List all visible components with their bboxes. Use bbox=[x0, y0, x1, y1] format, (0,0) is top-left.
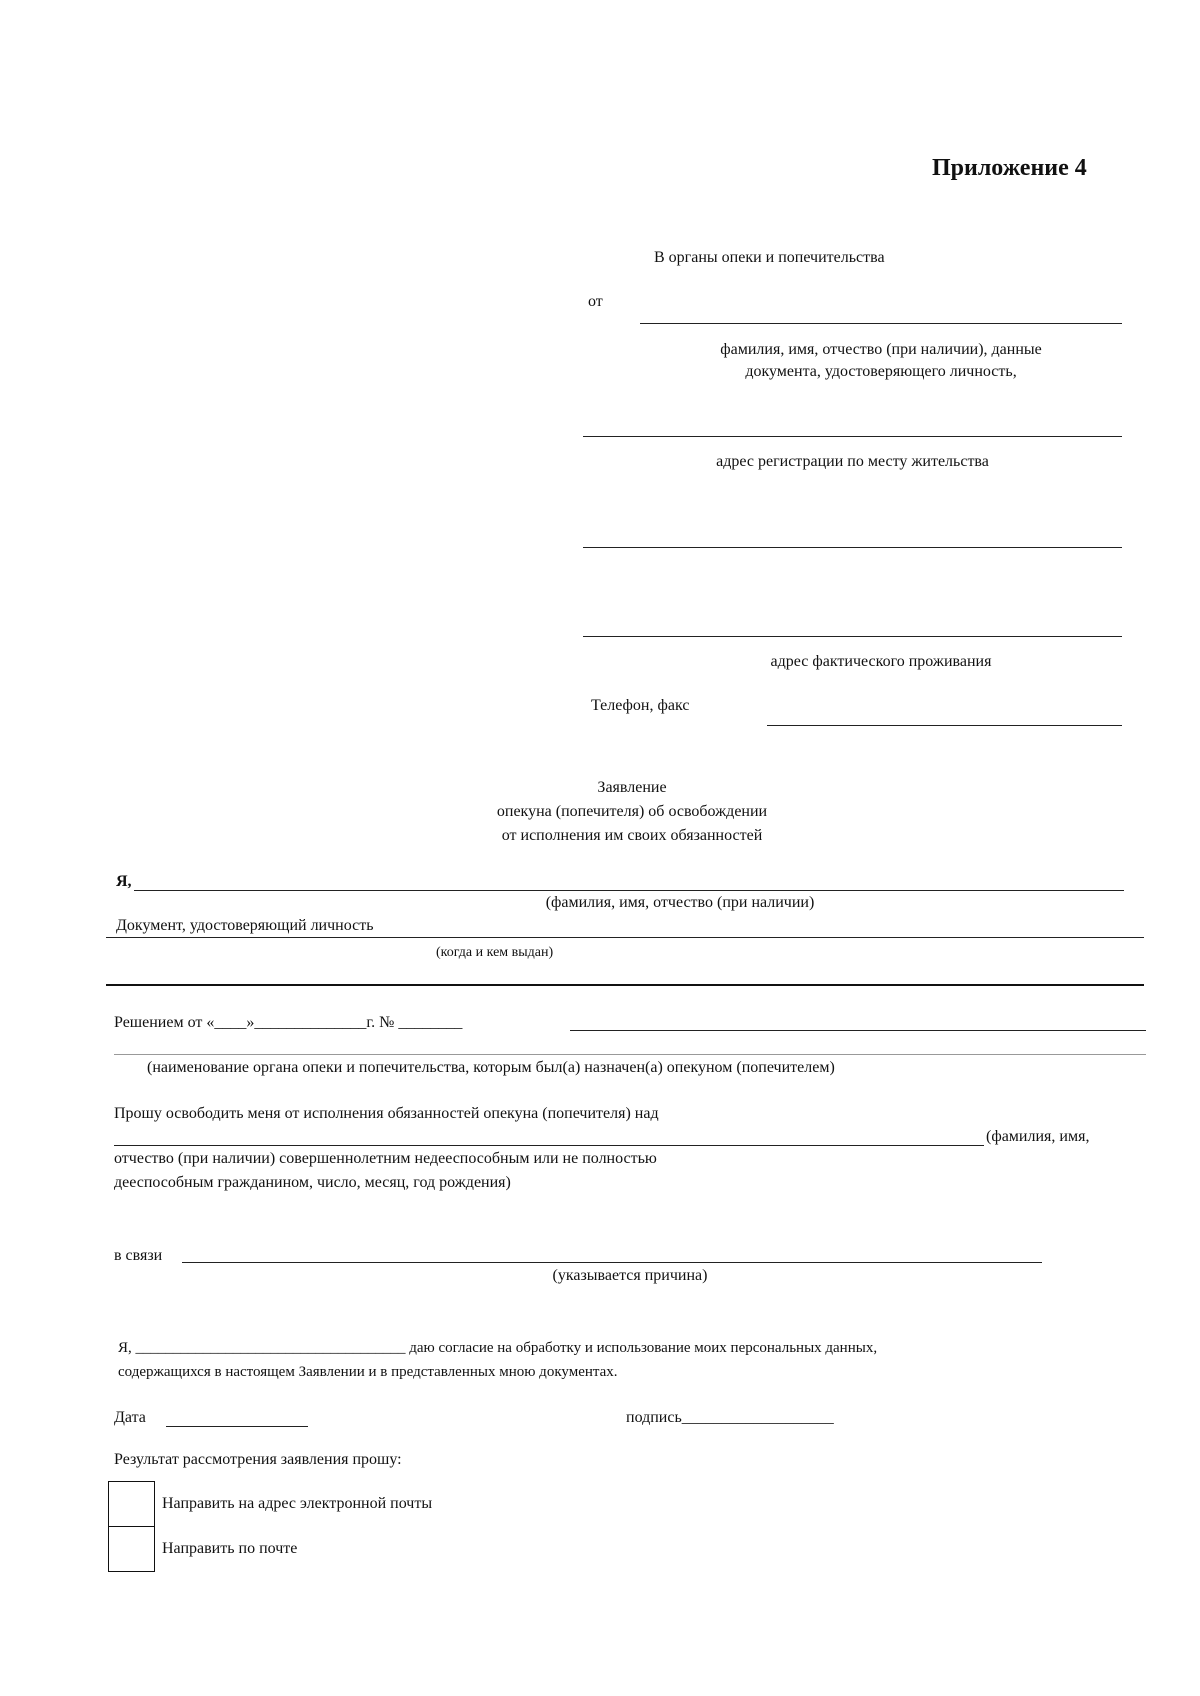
option-post-checkbox[interactable] bbox=[108, 1526, 155, 1572]
document-line[interactable] bbox=[583, 436, 1122, 437]
result-label: Результат рассмотрения заявления прошу: bbox=[114, 1451, 402, 1468]
caption-issued: (когда и кем выдан) bbox=[436, 945, 554, 960]
consent-line2: содержащихся в настоящем Заявлении и в представленных мною документах. bbox=[118, 1364, 618, 1380]
ward-line1: отчество (при наличии) совершеннолетним недееспособным или не полностью bbox=[114, 1150, 657, 1167]
caption-registration: адрес регистрации по месту жительства bbox=[716, 453, 989, 470]
statement-title-line2: опекуна (попечителя) об освобождении bbox=[496, 803, 768, 820]
caption-reason: (указывается причина) bbox=[552, 1267, 708, 1284]
decision-line[interactable] bbox=[570, 1030, 1146, 1031]
reason-line[interactable] bbox=[182, 1262, 1042, 1263]
ward-fio-line[interactable] bbox=[114, 1145, 984, 1146]
option-email-label: Направить на адрес электронной почты bbox=[162, 1495, 433, 1512]
caption-actual-address: адрес фактического проживания bbox=[770, 653, 992, 670]
caption-fio: (фамилия, имя, отчество (при наличии) bbox=[545, 894, 815, 911]
ward-line2: дееспособным гражданином, число, месяц, год рождения) bbox=[114, 1174, 511, 1191]
document-line-1[interactable] bbox=[106, 937, 1144, 938]
applicant-fio-line[interactable] bbox=[134, 890, 1124, 891]
caption-fio-line1: фамилия, имя, отчество (при наличии), данные bbox=[720, 341, 1042, 358]
phone-label: Телефон, факс bbox=[591, 697, 690, 714]
caption-authority: (наименование органа опеки и попечительства, которым был(а) назначен(а) опекуном (попечителем) bbox=[147, 1059, 835, 1076]
authority-line[interactable] bbox=[114, 1054, 1146, 1055]
statement-title-line1: Заявление bbox=[597, 779, 667, 796]
statement-title-line3: от исполнения им своих обязанностей bbox=[501, 827, 763, 844]
reason-label: в связи bbox=[114, 1247, 163, 1264]
fio-tail: (фамилия, имя, bbox=[986, 1128, 1090, 1145]
addressee-text: В органы опеки и попечительства bbox=[654, 249, 885, 266]
option-post-label: Направить по почте bbox=[162, 1540, 298, 1557]
caption-fio-line2: документа, удостоверяющего личность, bbox=[745, 363, 1017, 380]
consent-text: Я, ____________________________________ даю согласие на обработку и использование моих персональных данных, bbox=[118, 1340, 878, 1356]
date-label: Дата bbox=[114, 1409, 146, 1426]
signature-label: подпись___________________ bbox=[626, 1409, 834, 1426]
option-email-checkbox[interactable] bbox=[108, 1481, 155, 1527]
from-fio-line[interactable] bbox=[640, 323, 1122, 324]
from-label: от bbox=[588, 293, 603, 310]
request-text: Прошу освободить меня от исполнения обязанностей опекуна (попечителя) над bbox=[114, 1105, 659, 1122]
document-line-2[interactable] bbox=[106, 984, 1144, 986]
decision-text: Решением от «____»______________г. № ________ bbox=[114, 1014, 463, 1031]
phone-line[interactable] bbox=[767, 725, 1122, 726]
appendix-title: Приложение 4 bbox=[932, 155, 1087, 181]
actual-address-line[interactable] bbox=[583, 636, 1122, 637]
document-label: Документ, удостоверяющий личность bbox=[116, 917, 374, 934]
registration-line[interactable] bbox=[583, 547, 1122, 548]
i-label: Я, bbox=[116, 873, 132, 890]
date-line[interactable] bbox=[166, 1426, 308, 1427]
